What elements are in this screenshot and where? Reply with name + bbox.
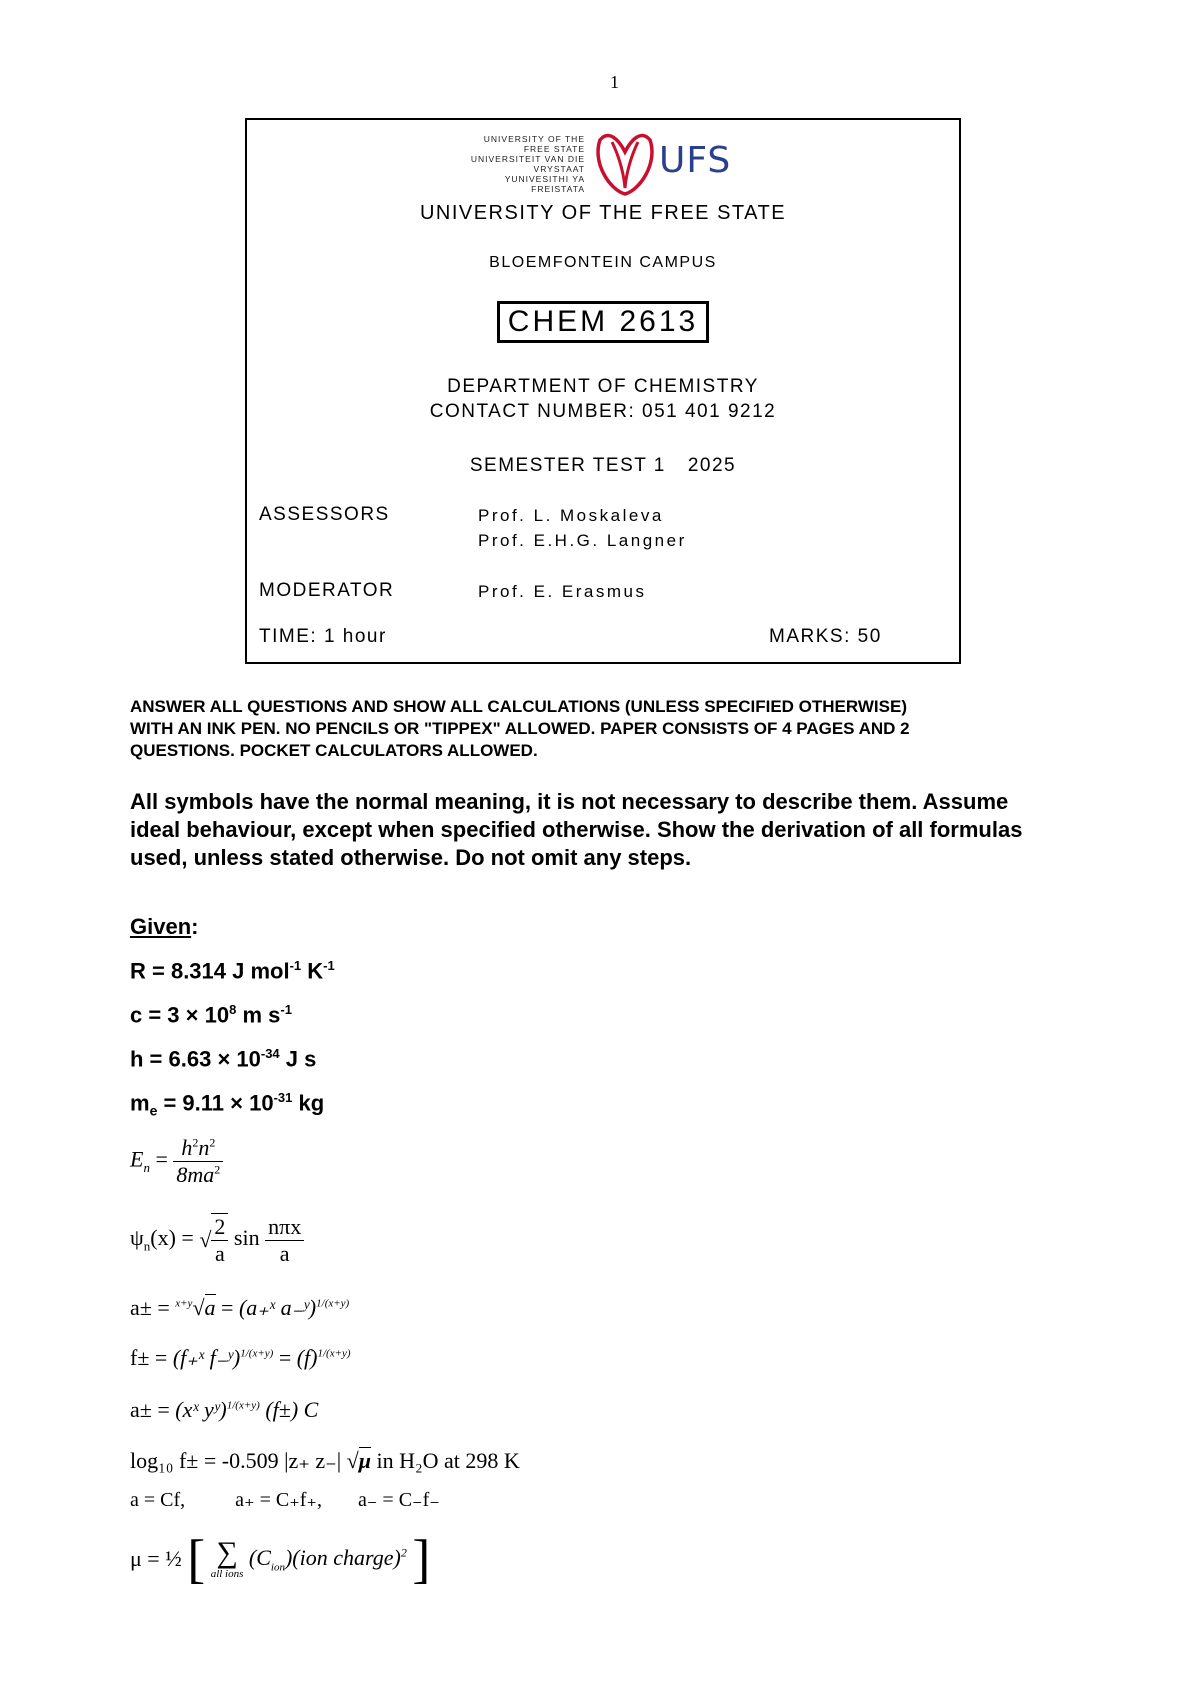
logo-lines: UNIVERSITY OF THE FREE STATE UNIVERSITEIT VAN DIE VRYSTAAT YUNIVESITHI YA FREISTATA bbox=[470, 134, 585, 194]
constant-r: R = 8.314 J mol$^{-1}$ $K^{-1}$ bbox=[130, 958, 335, 984]
assessor-2: Prof. E.H.G. Langner bbox=[478, 531, 687, 550]
assessor-1: Prof. L. Moskaleva bbox=[478, 506, 664, 525]
assessors-label: ASSESSORS bbox=[259, 504, 390, 525]
bracket-right: ] bbox=[412, 1529, 431, 1589]
formula-ionic-strength: μ = ½ [ ∑ all ions $(C_{ion})(ion$ charge)$^2$ ] bbox=[130, 1529, 431, 1589]
formula-energy: $E_n$ = $\frac{h^2n^2}{8ma^2}$ bbox=[130, 1135, 223, 1188]
ufs-emblem-icon bbox=[590, 128, 660, 198]
instructions: ANSWER ALL QUESTIONS AND SHOW ALL CALCULATIONS (UNLESS SPECIFIED OTHERWISE) WITH AN INK PEN. NO PENCILS OR "TIPPEX" ALLOWED. PAPER CONSISTS OF 4 PAGES AND 2 QUESTIONS. POCKET CALCULATORS ALLOWED. bbox=[130, 697, 910, 760]
formula-mean-activity: a± = $^{x+y}$√a = (a₊ˣ a₋ʸ)$^{1/(x+y)}$ bbox=[130, 1295, 350, 1320]
department: DEPARTMENT OF CHEMISTRY bbox=[447, 376, 759, 397]
formula-relations: a = Cf, a₊ = C₊f₊, a₋ = C₋f₋ bbox=[130, 1489, 440, 1511]
bracket-left: [ bbox=[187, 1529, 206, 1589]
course-code: CHEM 2613 bbox=[497, 301, 709, 343]
ufs-logo bbox=[455, 128, 755, 198]
time-label: TIME: 1 hour bbox=[259, 626, 387, 647]
constant-c: $c = 3 \times 10^8$ m $s^{-1}$ bbox=[130, 1002, 292, 1028]
sum-icon: ∑ bbox=[216, 1536, 238, 1569]
formula-mean-activity-coefficient: f± = (f₊ˣ f₋ʸ)$^{1/(x+y)}$ = $(f)^{1/(x+y)}$ bbox=[130, 1345, 351, 1370]
constant-me: $m_e = 9.11 \times 10^{-31}$ kg bbox=[130, 1090, 325, 1119]
given-heading: Given: bbox=[130, 914, 199, 939]
sqrt-sign-icon: √ bbox=[199, 1227, 212, 1252]
page-number: 1 bbox=[610, 72, 619, 92]
campus-name: BLOEMFONTEIN CAMPUS bbox=[489, 254, 717, 271]
moderator-name: Prof. E. Erasmus bbox=[478, 582, 647, 601]
formula-activity-concentration: a± = (xˣ yʸ)$^{1/(x+y)}$ (f±) C bbox=[130, 1397, 319, 1422]
marks-label: MARKS: 50 bbox=[769, 626, 882, 647]
moderator-label: MODERATOR bbox=[259, 580, 395, 601]
test-title: SEMESTER TEST 1 2025 bbox=[469, 455, 737, 476]
contact-number: CONTACT NUMBER: 051 401 9212 bbox=[429, 401, 777, 422]
formula-wavefunction: $\psi_n(x)$ = √ $\frac{2}{a}$ sin $\frac{\text{nπx}}{a}$ bbox=[130, 1213, 304, 1267]
ufs-wordmark: UFS bbox=[659, 140, 732, 181]
university-name: UNIVERSITY OF THE FREE STATE bbox=[419, 202, 787, 224]
constant-h: $h = 6.63 \times 10^{-34}$ J s bbox=[130, 1046, 317, 1072]
formula-debye-huckel: log₁₀ f± = -0.509 |z₊ z₋| √μ in H₂O at 298 K bbox=[130, 1448, 520, 1473]
intro-text: All symbols have the normal meaning, it is not necessary to describe them. Assume ideal behaviour, except when specified otherwise. Show the derivation of all formulas used, unless stated otherwise. Do not omit any steps. bbox=[130, 789, 1023, 870]
